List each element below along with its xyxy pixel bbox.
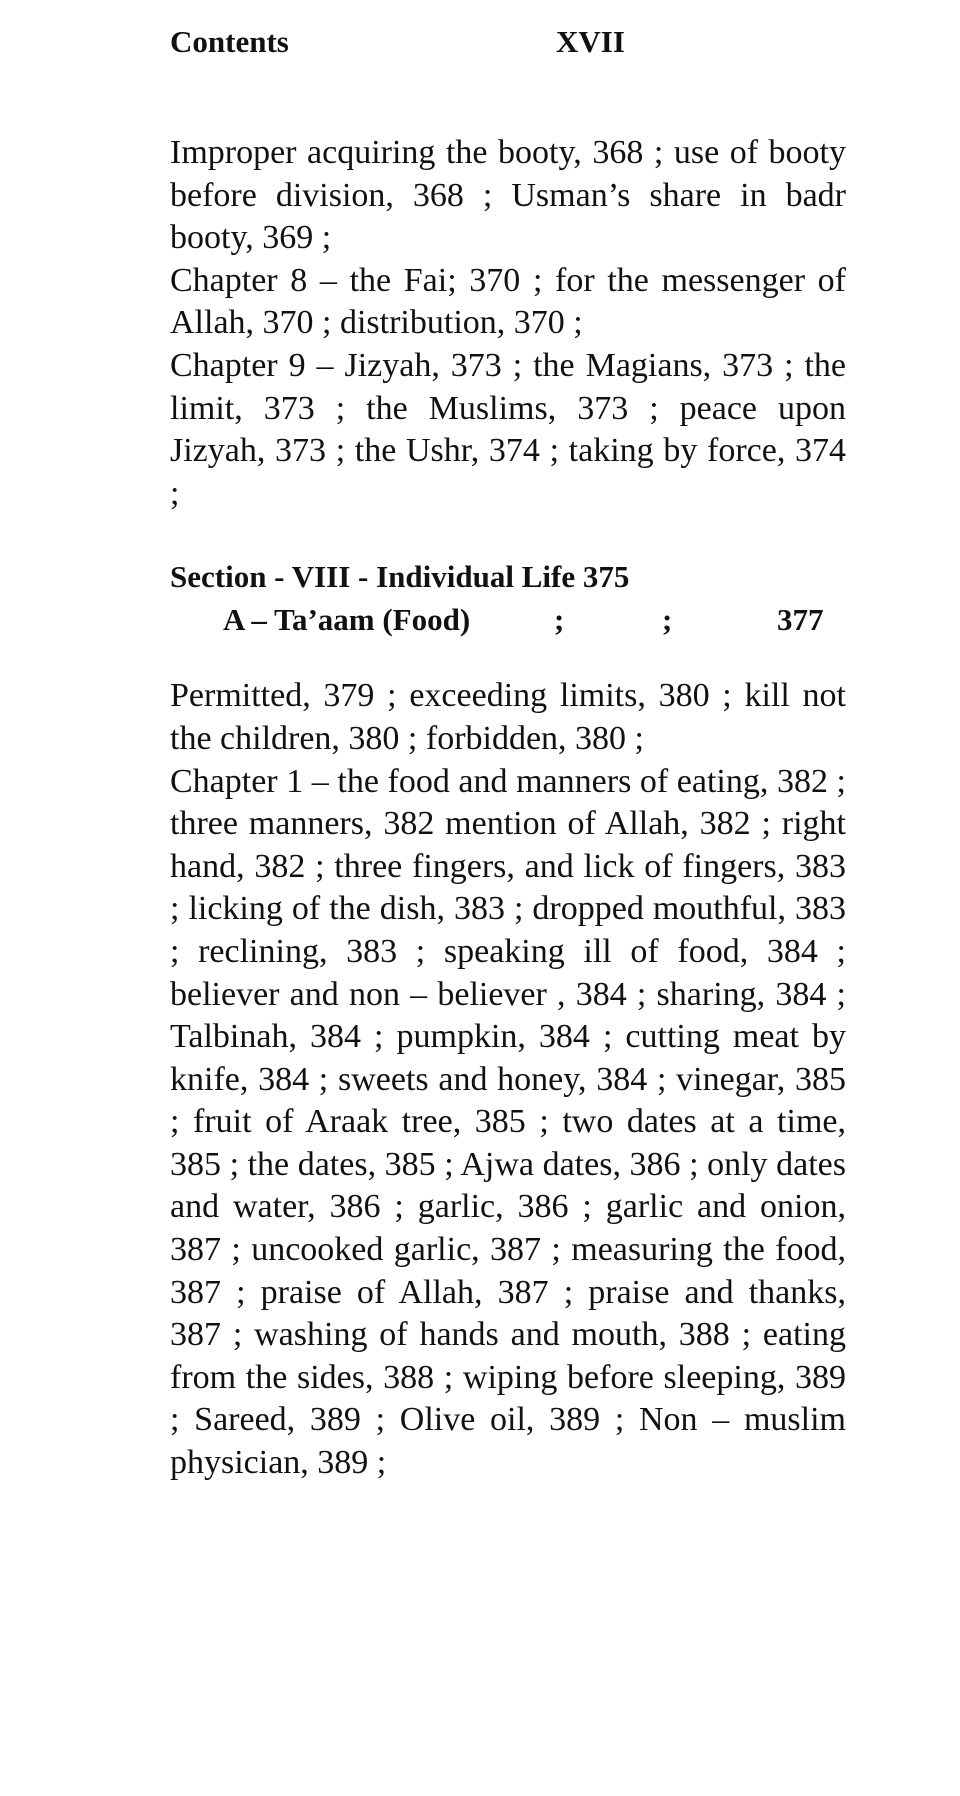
entry-chapter-9-jizyah: Chapter 9 – Jizyah, 373 ; the Magians, 373 ; the limit, 373 ; the Muslims, 373 ; peace upon Jizyah, 373 ; the Ushr, 374 ; taking by force, 374 ; bbox=[170, 346, 846, 512]
subsection-heading bbox=[170, 598, 846, 641]
subsection-title: A – Ta’aam (Food) bbox=[223, 602, 471, 638]
running-header bbox=[170, 24, 846, 70]
entry-booty: Improper acquiring the booty, 368 ; use of booty before division, 368 ; Usman’s share in badr booty, 369 ; bbox=[170, 134, 846, 257]
subsection-page-number: 377 bbox=[777, 602, 824, 638]
subsection-separator: ; bbox=[554, 602, 565, 638]
entry-chapter-8-fai: Chapter 8 – the Fai; 370 ; for the messenger of Allah, 370 ; distribution, 370 ; bbox=[170, 261, 846, 342]
subsection-separator: ; bbox=[662, 602, 673, 638]
entry-chapter-1-food-manners: Chapter 1 – the food and manners of eating, 382 ; three manners, 382 mention of Allah, 382 ; right hand, 382 ; three fingers, and lick of fingers, 383 ; licking of the dish, 383 ; dropped mouthful, 383 ; reclining, 383 ; speaking ill of food, 384 ; believer and non – believer , 384 ; sharing, 384 ; Talbinah, 384 ; pumpkin, 384 ; cutting meat by knife, 384 ; sweets and honey, 384 ; vinegar, 385 ; fruit of Araak tree, 385 ; two dates at a time, 385 ; the dates, 385 ; Ajwa dates, 386 ; only dates and water, 386 ; garlic, 386 ; garlic and onion, 387 ; uncooked garlic, 387 ; measuring the food, 387 ; praise of Allah, 387 ; praise and thanks, 387 ; washing of hands and mouth, 388 ; eating from the sides, 388 ; wiping before sleeping, 389 ; Sareed, 389 ; Olive oil, 389 ; Non – muslim physician, 389 ; bbox=[170, 762, 846, 1482]
section-heading: Section - VIII - Individual Life 375 bbox=[170, 559, 630, 595]
page-number: XVII bbox=[556, 24, 625, 59]
contents-page bbox=[170, 24, 846, 1485]
entry-permitted: Permitted, 379 ; exceeding limits, 380 ; kill not the children, 380 ; forbidden, 380 ; bbox=[170, 677, 846, 757]
page-title: Contents bbox=[170, 24, 289, 59]
